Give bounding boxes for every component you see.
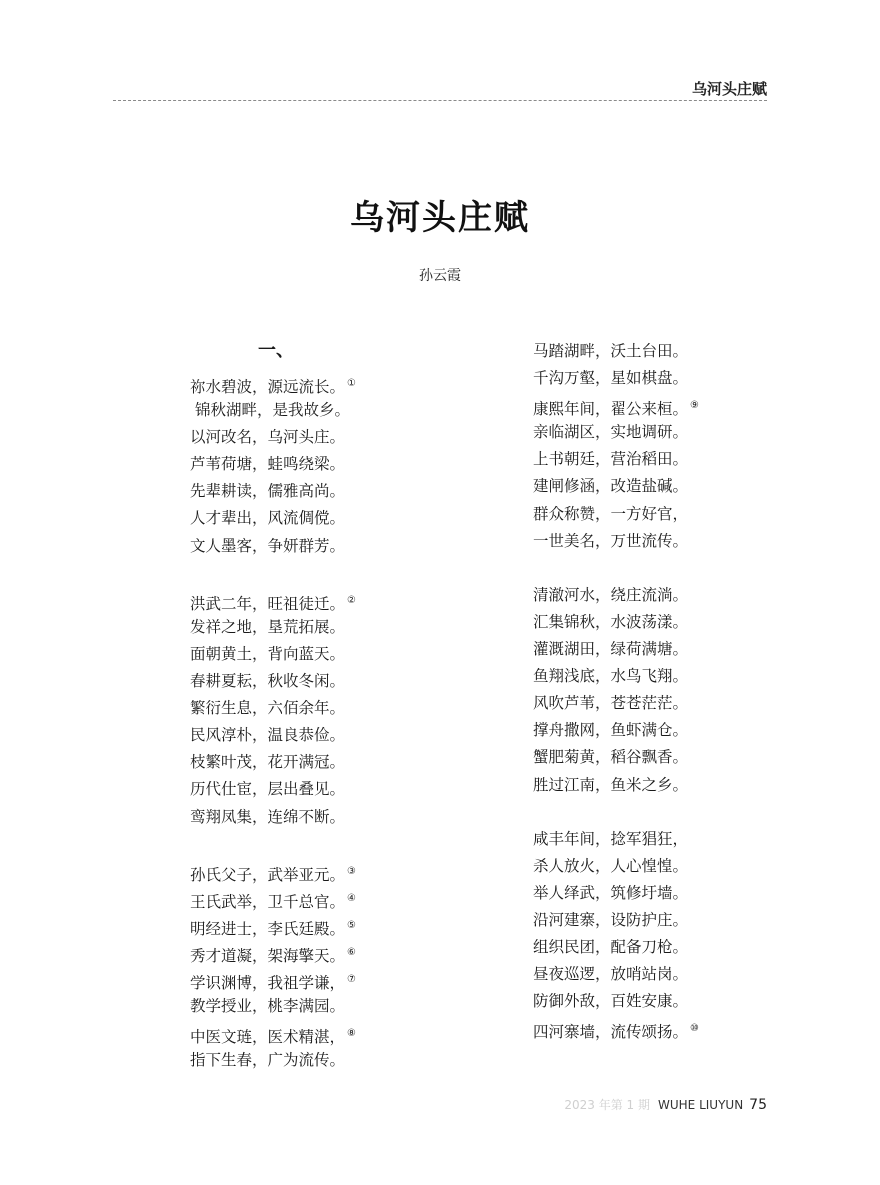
poem-line-text: 杀人放火，人心惶惶。 [533, 856, 689, 875]
poem-line [190, 451, 356, 478]
poem-line [533, 582, 699, 609]
poem-line-text: 指下生春，广为流传。 [190, 1051, 346, 1070]
poem-line-text: 撑舟撒网，鱼虾满仓。 [533, 721, 689, 740]
poem-line-text: 洪武二年，旺祖徒迁。 [190, 594, 346, 613]
poem-line-text: 文人墨客，争妍群芳。 [190, 536, 346, 555]
poem-line [190, 1020, 356, 1047]
poem-line-text: 四河寨墙，流传颂扬。 [533, 1023, 689, 1042]
poem-line-text: 发祥之地，垦荒拓展。 [190, 617, 346, 636]
poem-line-text: 汇集锦秋，水波荡漾。 [533, 612, 689, 631]
poem-line-text: 防御外敌，百姓安康。 [533, 992, 689, 1011]
poem-line-text: 一世美名，万世流传。 [533, 531, 689, 550]
poem-line [533, 961, 699, 988]
poem-line-text: 王氏武举，卫千总官。 [190, 892, 346, 911]
article-title: 乌河头庄赋 [350, 198, 530, 238]
section-heading: 一、 [258, 340, 294, 361]
poem-line-text: 胜过江南，鱼米之乡。 [533, 775, 689, 794]
poem-line-text: 群众称赞，一方好官， [533, 504, 689, 523]
poem-line [533, 907, 699, 934]
poem-line [533, 988, 699, 1015]
poem-line-text: 先辈耕读，儒雅高尚。 [190, 482, 346, 501]
poem-line [190, 533, 356, 560]
poem-right-column [533, 338, 699, 1042]
footnote-marker: ③ [347, 865, 356, 877]
poem-line [533, 636, 699, 663]
poem-line-text: 沿河建寨，设防护庄。 [533, 910, 689, 929]
poem-line-text: 学识渊博，我祖学谦， [190, 974, 346, 993]
footnote-marker: ⑥ [347, 946, 356, 958]
poem-line [190, 804, 356, 831]
poem-line-text: 祢水碧波，源远流长。 [190, 378, 346, 396]
poem-line [190, 505, 356, 532]
poem-line-text: 上书朝廷，营治稻田。 [533, 450, 689, 469]
poem-line-text: 咸丰年间，捻军猖狂， [533, 829, 689, 848]
poem-line-text: 秀才道凝，架海擎天。 [190, 946, 346, 965]
header-divider [113, 100, 767, 101]
poem-line [533, 690, 699, 717]
poem-line [190, 749, 356, 776]
poem-line [190, 885, 356, 912]
page-footer [564, 1096, 767, 1113]
footer-magazine: WUHE LIUYUN [658, 1098, 744, 1112]
poem-line [533, 365, 699, 392]
poem-line [533, 473, 699, 500]
poem-line [533, 501, 699, 528]
poem-line-text: 人才辈出，风流倜傥。 [190, 509, 346, 528]
poem-line [533, 934, 699, 961]
poem-line [533, 663, 699, 690]
poem-line [190, 966, 356, 993]
poem-left-column [190, 370, 356, 1074]
poem-line [533, 880, 699, 907]
footnote-marker: ② [347, 594, 356, 606]
poem-line [190, 478, 356, 505]
poem-line-text: 马踏湖畔，沃土台田。 [533, 342, 689, 360]
poem-line-text: 蟹肥菊黄，稻谷飘香。 [533, 748, 689, 767]
poem-line [190, 641, 356, 668]
page-number: 75 [749, 1097, 767, 1113]
footnote-marker: ⑤ [347, 919, 356, 931]
poem-line [533, 609, 699, 636]
poem-line [190, 587, 356, 614]
poem-line-text: 千沟万壑，星如棋盘。 [533, 369, 689, 388]
poem-line [190, 993, 356, 1020]
poem-line-text: 面朝黄土，背向蓝天。 [190, 644, 346, 663]
poem-line [190, 858, 356, 885]
poem-line-text: 康熙年间，翟公来桓。 [533, 400, 689, 419]
poem-line [190, 424, 356, 451]
poem-line-text: 以河改名，乌河头庄。 [190, 428, 346, 447]
poem-line-text: 清澈河水，绕庄流淌。 [533, 585, 689, 604]
poem-line [190, 776, 356, 803]
poem-line-text: 孙氏父子，武举亚元。 [190, 865, 346, 884]
poem-line [190, 1047, 356, 1074]
poem-line-text: 组织民团，配备刀枪。 [533, 938, 689, 957]
poem-line-text: 明经进士，李氏廷殿。 [190, 919, 346, 938]
poem-line [190, 939, 356, 966]
poem-line-text: 中医文琏，医术精湛， [190, 1028, 346, 1047]
poem-line-text: 风吹芦苇，苍苍茫茫。 [533, 694, 689, 713]
footnote-marker: ⑧ [347, 1028, 356, 1040]
poem-line-text: 春耕夏耘，秋收冬闲。 [190, 672, 346, 691]
running-header-title: 乌河头庄赋 [691, 80, 767, 98]
poem-line-text: 建闸修涵，改造盐碱。 [533, 477, 689, 496]
poem-line-text: 灌溉湖田，绿荷满塘。 [533, 640, 689, 659]
footer-issue: 2023 年第 1 期 [564, 1098, 650, 1112]
poem-line-text: 亲临湖区，实地调研。 [533, 423, 689, 442]
poem-line-text: 昼夜巡逻，放哨站岗。 [533, 965, 689, 984]
footnote-marker: ④ [347, 892, 356, 904]
poem-line-text: 举人绎武，筑修圩墙。 [533, 883, 689, 902]
poem-line [533, 853, 699, 880]
poem-line-text: 繁衍生息，六佰余年。 [190, 699, 346, 718]
poem-line [190, 695, 356, 722]
poem-line-text: 鱼翔浅底，水鸟飞翔。 [533, 667, 689, 686]
poem-line-text: 鸾翔凤集，连绵不断。 [190, 807, 346, 826]
poem-line-text: 教学授业，桃李满园。 [190, 997, 346, 1016]
poem-line [190, 722, 356, 749]
poem-line [533, 446, 699, 473]
poem-line [190, 614, 356, 641]
poem-line [533, 826, 699, 853]
poem-line [533, 772, 699, 799]
poem-line [190, 912, 356, 939]
poem-line [190, 668, 356, 695]
poem-line [533, 1015, 699, 1042]
poem-line-text: 芦苇荷塘，蛙鸣绕梁。 [190, 455, 346, 474]
poem-line-text: 锦秋湖畔，是我故乡。 [195, 401, 351, 420]
poem-line [533, 338, 699, 365]
poem-line [533, 744, 699, 771]
poem-line [533, 419, 699, 446]
poem-line [190, 397, 356, 424]
poem-line-text: 历代仕宦，层出叠见。 [190, 780, 346, 799]
poem-line [533, 528, 699, 555]
poem-line-text: 民风淳朴，温良恭俭。 [190, 726, 346, 745]
footnote-marker: ⑨ [690, 400, 699, 412]
poem-line [533, 392, 699, 419]
poem-line [533, 717, 699, 744]
poem-line [190, 370, 356, 397]
footnote-marker: ⑩ [690, 1023, 699, 1035]
poem-line-text: 枝繁叶茂，花开满冠。 [190, 753, 346, 772]
footnote-marker: ① [347, 378, 356, 389]
article-author: 孙云霞 [419, 268, 461, 284]
footnote-marker: ⑦ [347, 974, 356, 986]
